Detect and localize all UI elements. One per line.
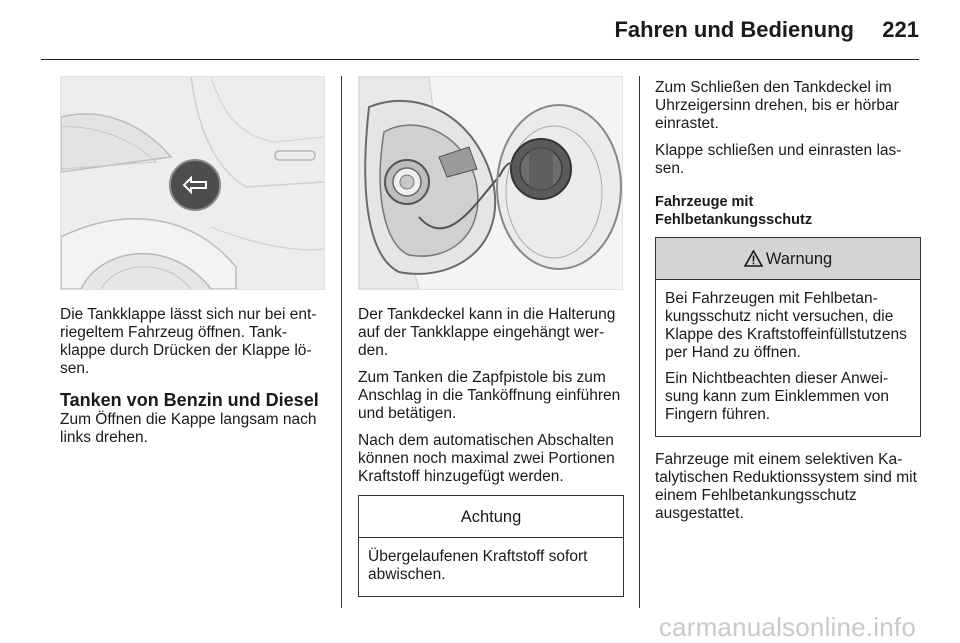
warning-header: [656, 238, 920, 280]
fuel-flap-car-figure: [60, 76, 325, 290]
paragraph: Fahrzeuge mit einem selektiven Katalytischen Reduktionssystem sind mit einem Fehlbetankungsschutz ausgestattet.: [655, 451, 917, 522]
watermark: carmanualsonline.info: [658, 612, 916, 642]
paragraph: Zum Tanken die Zapfpistole bis zum Anschlag in die Tanköffnung einführen und betätigen.: [358, 369, 621, 422]
warning-box: [655, 237, 921, 437]
paragraph: Nach dem automatischen Abschalten können noch maximal zwei Portionen Kraftstoff hinzugefügt werden.: [358, 432, 615, 485]
fuel-cap-figure: [358, 76, 623, 290]
notice-title: Achtung: [359, 496, 623, 538]
warning-text: Ein Nichtbeachten dieser Anweisung kann zum Einklemmen von Fingern führen.: [665, 370, 890, 423]
warning-text: Bei Fahrzeugen mit Fehlbetankungsschutz nicht versuchen, die Klappe des Kraftstoffeinfüllstutzens per Hand zu öffnen.: [665, 290, 907, 361]
column-2-text: [358, 306, 624, 597]
paragraph: Die Tankklappe lässt sich nur bei entriegeltem Fahrzeug öffnen. Tankklappe durch Drücken der Klappe lösen.: [60, 306, 317, 377]
arrow-left-icon: [169, 159, 221, 211]
notice-text: Übergelaufenen Kraftstoff sofort abwischen.: [368, 548, 588, 583]
paragraph: Der Tankdeckel kann in die Halterung auf der Tankklappe eingehängt werden.: [358, 306, 616, 359]
notice-box: [358, 495, 624, 597]
header-title: Fahren und Bedienung: [614, 17, 854, 42]
column-divider-1: [341, 76, 342, 608]
paragraph: Zum Schließen den Tankdeckel im Uhrzeigersinn drehen, bis er hörbar einrastet.: [655, 79, 899, 132]
column-3-text: [655, 79, 921, 532]
subheading: [655, 193, 921, 229]
section-heading: Tanken von Benzin und Diesel: [60, 390, 319, 410]
warning-title: Warnung: [765, 249, 833, 268]
subheading-line-1: Fahrzeuge mit: [655, 194, 754, 210]
warning-triangle-icon: [744, 250, 763, 267]
column-1-text: [60, 306, 327, 456]
header-rule: [41, 59, 919, 60]
paragraph: Klappe schließen und einrasten lassen.: [655, 142, 902, 177]
column-divider-2: [639, 76, 640, 608]
page-number: 221: [882, 17, 919, 42]
subheading-line-2: Fehlbetankungsschutz: [655, 212, 813, 228]
paragraph: Zum Öffnen die Kappe langsam nach links drehen.: [60, 411, 317, 446]
